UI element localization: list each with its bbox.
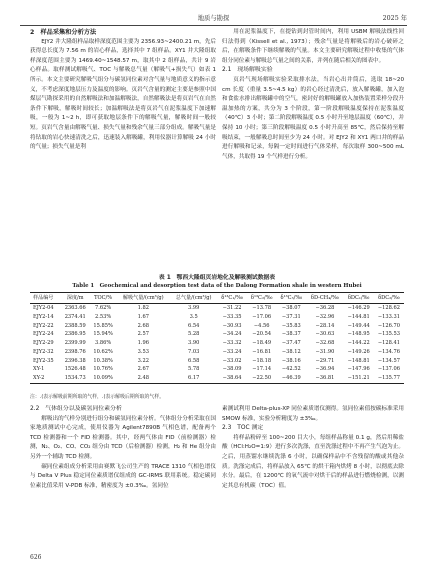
table-cell: −17.06 <box>252 313 272 320</box>
table-cell: 2.48 <box>117 374 171 383</box>
table-cell: EJY2-29 <box>33 340 54 347</box>
table-cell: −13.78 <box>252 304 272 311</box>
table-row <box>30 339 404 348</box>
table-cell: −38.07 <box>281 304 301 311</box>
table-cell: −32.96 <box>315 313 335 320</box>
data-table <box>30 292 404 384</box>
table-body <box>30 303 404 383</box>
table-cell: −20.54 <box>252 331 272 338</box>
table-cell: 3.90 <box>188 340 200 347</box>
body-paragraph: 素测试利用 Delta-plus-XP 同位素质谱仪测得。氢同位素值按碳标准采用 SMOW 标准，实验分析精度为 ±3‰。 <box>222 406 404 422</box>
table-cell: −137.06 <box>377 366 400 373</box>
table-cell: −18.18 <box>252 357 272 364</box>
table-cell: 3.22 <box>137 357 149 364</box>
table-cell: −30.63 <box>315 331 335 338</box>
table-cell: 3.5 <box>189 313 198 320</box>
table-cell: −148.81 <box>347 357 370 364</box>
table-cell: −144.81 <box>347 313 370 320</box>
table-cell: 6.58 <box>188 357 200 364</box>
table-cell: −36.94 <box>315 366 335 373</box>
table-cell: 2388.59 <box>64 322 86 329</box>
table-cell: 3.86% <box>95 340 112 347</box>
table-cell: −126.70 <box>377 322 400 329</box>
table-cell: −31.22 <box>222 304 242 311</box>
table-cell: −30.93 <box>222 322 242 329</box>
table-cell: EJY2-22 <box>33 322 54 329</box>
body-paragraph: 页岩气现场解吸实验采取排水法，当岩心出井筒后，选取 18~20 cm 长度（重量 3.5~4.5 kg）的岩心经过清洗后，放入解吸罐，加入泡和食盐水排出解吸罐中的空气，密封好的解吸罐放入加热装置采样分段升温加热的方案，共分为 3 个阶段，第一阶段解吸温度保持在泥浆温度（40℃）3 小时；第二阶段解吸温度 0.5 小时升至地层温度（60℃），并保持 10 小时；第三阶段解吸温度 0.5 小时升高至 85℃，然后保持至解吸结束，一般解吸总时间至少为 24 小时。对 EJY2 和 XY1 两口井的样品进行解吸和记录，每隔一定时间进行气体采样，每次取样 300~500 mL 气体，共取得 19 个气样进行分析。 <box>222 76 404 160</box>
left-column <box>30 28 216 153</box>
table-row <box>30 321 404 330</box>
table-cell: 3.99 <box>188 304 200 311</box>
table-cell: −147.96 <box>347 366 370 373</box>
table-cell: −148.95 <box>347 331 370 338</box>
table-cell: 10.09% <box>90 374 117 383</box>
table-caption: 表 1 鄂西大隆组页岩地化及解吸测试数据表 <box>158 275 276 281</box>
col-header: TOC/% <box>90 293 117 304</box>
table-row <box>30 348 404 357</box>
table-cell: 2363.66 <box>64 304 86 311</box>
table-cell: 2399.99 <box>64 340 86 347</box>
table-row <box>30 312 404 321</box>
table-cell: −37.47 <box>281 340 301 347</box>
table-cell: 1.82 <box>137 304 149 311</box>
table-cell: 2.53% <box>95 313 112 320</box>
table-cell: −135.77 <box>374 374 404 383</box>
table-cell: −36.81 <box>306 374 343 383</box>
table-cell: 2.67 <box>137 366 149 373</box>
table-cell: −29.71 <box>315 357 335 364</box>
table-cell: 1.67 <box>137 313 149 320</box>
table-cell: 5.78 <box>188 366 200 373</box>
table-cell: 1526.48 <box>64 366 86 373</box>
table-cell: −38.12 <box>281 348 301 355</box>
col-header: δDC₁/‰ <box>344 293 374 304</box>
table-cell: 3.53 <box>137 348 149 355</box>
table-cell: EJY2-32 <box>33 348 54 355</box>
journal-name: 地质与勘探 <box>197 15 230 22</box>
table-cell: −38.37 <box>281 331 301 338</box>
table-caption-english: Table 1 Geochemical and desorption test data of the Dalong Formation shale in western Hubei <box>72 283 362 289</box>
table-cell: 2.57 <box>137 331 149 338</box>
table-cell: −17.14 <box>252 366 272 373</box>
col-header: δ¹³C₁/‰ <box>217 293 247 304</box>
table-cell: −128.41 <box>377 340 400 347</box>
table-cell: EJY2-24 <box>33 331 54 338</box>
table-cell: 1.96 <box>137 340 149 347</box>
table-cell: −151.21 <box>344 374 374 383</box>
table-row <box>30 374 404 383</box>
table-cell: −42.52 <box>281 366 301 373</box>
table-header-row <box>30 293 404 304</box>
table-cell: −38.09 <box>222 366 242 373</box>
table-cell: −133.31 <box>377 313 400 320</box>
table-cell: 7.03 <box>188 348 200 355</box>
table-cell: −37.31 <box>281 313 301 320</box>
table-cell: −38.16 <box>281 357 301 364</box>
table-cell: 6.17 <box>170 374 217 383</box>
left-column-lower <box>30 405 216 491</box>
subsection-heading: 2.2 气体组分以及碳氢同位素分析 <box>30 406 122 412</box>
table-cell: −38.64 <box>217 374 247 383</box>
table-cell: −128.62 <box>377 304 400 311</box>
running-header <box>20 13 407 26</box>
table-cell: −149.26 <box>347 348 370 355</box>
col-header: 深度/m <box>61 293 90 304</box>
body-paragraph: 解吸出的气样分别进行组分和碳氢同位素分析。气体组分分析采取在国家地质测试中心完成，使用仪器为 Agilent7890B 气相色谱，配备两个 TCD 检测器和一个 FID 检测器。其中，经两气体由 FID（前检测器）检测，N₂、O₂、CO、CO₂ 组分由 TCD（后检测器）检测，H₂ 和 He 组分由另外一个辅助 TCD 检测。 <box>30 415 216 460</box>
table-row <box>30 303 404 312</box>
table-cell: −134.57 <box>377 357 400 364</box>
col-header: δ¹³C₂/‰ <box>247 293 277 304</box>
body-paragraph: 将样品粉碎至 100~200 目大小，每组样品称量 0.1 g，然后用稀盐酸（HCl:H₂O=1:9）进行多次洗涤，直至洗涤过程中不再产生气泡为止。之后，用蒸馏水继续洗涤 6 小时，以确保样品中不含残留的酸或其他杂质。洗涤完成后，将样品放入 65℃ 的烘干箱内烘烤 8 小时，以彻底去除水分。最后，在 1200℃ 的氧气流中对烘干后的样品进行燃烧检测，以测定其总有机碳（TOC）值。 <box>222 434 404 489</box>
section-heading: 2 样品采集和分析方法 <box>30 29 97 36</box>
table-cell: 5.28 <box>188 331 200 338</box>
table-cell: −149.44 <box>347 322 370 329</box>
table-cell: XY-1 <box>33 366 45 373</box>
table-cell: 2374.41 <box>64 313 86 320</box>
table-cell: −146.29 <box>347 304 370 311</box>
table-cell: −135.53 <box>377 331 400 338</box>
col-header: δ¹³C₃/‰ <box>277 293 307 304</box>
table-cell: −16.81 <box>252 348 272 355</box>
table-cell: 2.68 <box>137 322 149 329</box>
table-cell: −144.22 <box>347 340 370 347</box>
body-paragraph: 碳同位素组成分析采用由赛默飞公司生产的 TRACE 1310 气相色谱仪与 Delta V Plus 稳定同位素质谱仪组成的 GC-IRMS 联用系统。稳定碳同位素比值采用 V-PDB 标准，精密度为 ±0.3‰。氢同位 <box>30 463 216 489</box>
col-header: 样品编号 <box>30 293 61 304</box>
table-cell: 10.76% <box>93 366 113 373</box>
table-note: 注：.(表示解吸前期所取的气样，.(表示解吸后期所取的气样。 <box>30 394 165 400</box>
table-cell: −134.76 <box>377 348 400 355</box>
table-row <box>30 365 404 374</box>
journal-year: 2025 年 <box>382 15 407 22</box>
table-cell: −33.32 <box>222 340 242 347</box>
table-cell: XY-2 <box>30 374 61 383</box>
body-paragraph: EJY2 井大隆组样品取样深度范围主要为 2356.93~2400.21 m，先后获得总长度为 7.56 m 的岩心样品，选择其中 7 组样品。XY1 井大隆组取样深度范围主要为 1469.40~1548.57 m，取其中 2 组样品，共计 9 岩心样品。取样测试解吸气、TOC 与解吸总气量（解吸气+损失气）如表 1 所示。本文主要研究解吸气组分与碳氢同位素对含气量与地质意义的指示意义，不考虑深度地层压力及温度的影响。页岩气含量的测定主要是参照中国煤层气勘探采用的自然解吸法和加温解吸法，自然解吸法是将页岩气在自然条件下解吸，解吸时间较长；加温解吸法是将页岩气在泥浆温度下加速解吸，一般为 1~2 h，即可获取地层条件下的解吸气量，解吸时间一般较短。页岩气含量由解吸气量、损失气量和残余气量三部分组成。解吸气量是将钻取的岩心快速清洗之后，迅速装入解吸罐，利用仪器计算解吸 24 小时的气量；损失气量是利 <box>30 38 216 151</box>
col-header: δD-CH₄/‰ <box>306 293 343 304</box>
table-cell: 2398.76 <box>64 348 86 355</box>
right-column-lower <box>222 405 404 491</box>
table-cell: 6.54 <box>188 322 200 329</box>
right-column <box>222 28 404 162</box>
col-header: 总气量/(cm³/g) <box>170 293 217 304</box>
page-number: 626 <box>30 554 42 561</box>
table-cell: −18.49 <box>252 340 272 347</box>
table-cell: −32.68 <box>315 340 335 347</box>
table-cell: 1534.73 <box>61 374 90 383</box>
table-cell: −46.39 <box>277 374 307 383</box>
table-cell: −33.35 <box>222 313 242 320</box>
col-header: δDC₂/‰ <box>374 293 404 304</box>
table-cell: 2396.38 <box>64 357 86 364</box>
table-cell: −36.28 <box>315 304 335 311</box>
table-cell: −34.24 <box>222 331 242 338</box>
table-cell: −28.14 <box>315 322 335 329</box>
table-cell: −31.90 <box>315 348 335 355</box>
table-cell: 2386.95 <box>64 331 86 338</box>
table-cell: −35.83 <box>281 322 301 329</box>
table-row <box>30 330 404 339</box>
table-cell: −22.50 <box>247 374 277 383</box>
table-cell: −33.02 <box>222 357 242 364</box>
body-paragraph: 用在泥浆温度下，在提钻到封管时间内，利用 USBM 解吸法线性回归法得到（Kissell et al., 1973）；残余气量是将解吸后的岩心破碎之后，在解吸条件下继续解吸的气量。本文主要研究解吸过程中收集的气体组分同位素与解吸总气量之间的关系，并列在随后相关的图表中。 <box>222 29 404 64</box>
table-cell: 10.62% <box>93 348 113 355</box>
subsection-heading: 2.1 现场解吸实验 <box>222 67 273 74</box>
table-cell: 7.62% <box>95 304 112 311</box>
table-cell: 15.85% <box>93 322 113 329</box>
table-cell: −4.56 <box>253 322 270 329</box>
table-cell: EJY2-14 <box>33 313 54 320</box>
table-row <box>30 356 404 365</box>
table-cell: EJY2-04 <box>33 304 54 311</box>
table-cell: EJY2-35 <box>33 357 54 364</box>
table-cell: −33.24 <box>222 348 242 355</box>
table-cell: 15.94% <box>93 331 113 338</box>
table-cell: 10.38% <box>93 357 113 364</box>
col-header: 解吸气量/(cm³/g) <box>117 293 171 304</box>
subsection-heading: 2.3 TOC 测定 <box>222 425 264 432</box>
